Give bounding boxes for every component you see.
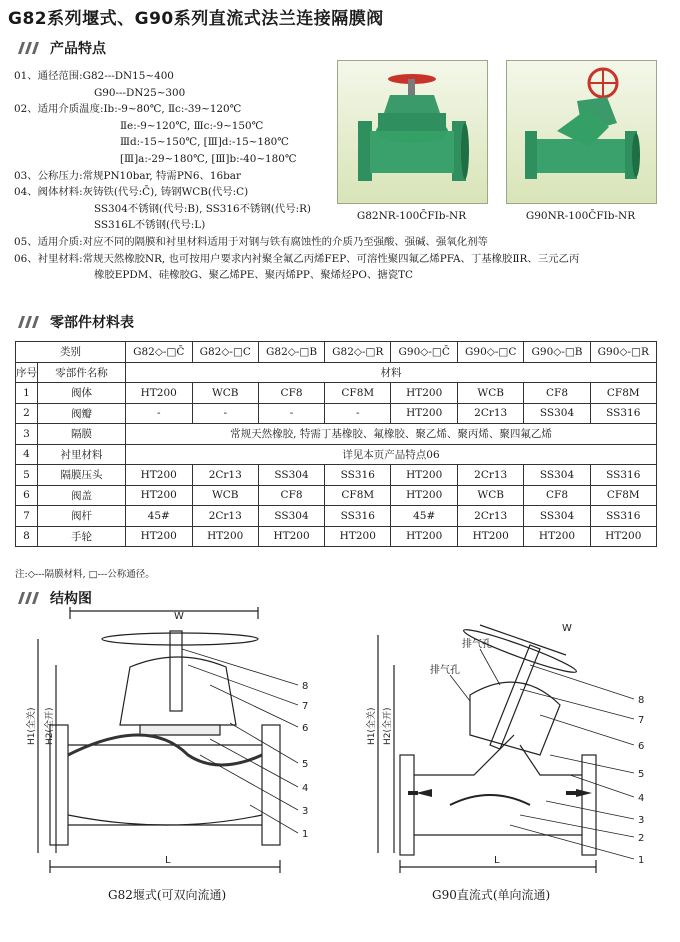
material-cell: 45# [126,506,193,527]
material-cell: WCB [457,485,524,506]
feature-line: 04、阀体材料:灰铸铁(代号:C̄), 铸钢WCB(代号:C) [14,186,249,199]
feature-line: [Ⅲ]a:-29~180℃, [Ⅲ]b:-40~180℃ [120,152,297,165]
row-number: 2 [16,403,38,424]
table-subheader-row [16,362,657,383]
callout-label: 5 [638,769,645,780]
material-cell: HT200 [126,526,193,547]
row-number: 1 [16,383,38,404]
material-cell: HT200 [391,403,458,424]
parts-material-table [15,341,657,547]
column-header: G90◇-□C [457,342,524,363]
material-cell: HT200 [391,526,458,547]
callout-label: 4 [302,783,309,794]
row-number: 5 [16,465,38,486]
dim-h1-label: H1(全关) [27,707,37,745]
table-row [16,403,657,424]
header-part-name: 零部件名称 [38,362,126,383]
header-no: 序号 [16,362,38,383]
diagram-caption-g90: G90直流式(单向流通) [432,888,551,902]
feature-line: 01、通径范围:G82---DN15~400 [14,70,174,82]
material-cell: CF8M [325,485,391,506]
diagram-g90 [367,605,670,880]
material-cell: HT200 [391,485,458,506]
material-cell: HT200 [192,526,259,547]
dim-w-label: W [562,623,572,634]
table-note: 注:◇---隔膜材料, □---公称通径。 [15,569,155,580]
material-cell: 2Cr13 [192,465,259,486]
callout-label: 3 [638,815,645,826]
column-header: G82◇-□B [259,342,325,363]
material-cell: SS316 [590,465,656,486]
feature-line: G90---DN25~300 [94,86,186,99]
material-cell: SS304 [259,465,325,486]
material-cell: HT200 [126,465,193,486]
material-cell: SS304 [524,506,590,527]
material-cell: 2Cr13 [457,506,524,527]
material-cell: CF8 [524,383,590,404]
part-name: 隔膜 [38,424,126,445]
material-cell: WCB [192,383,259,404]
material-span-cell: 常规天然橡胶, 特需丁基橡胶、氟橡胶、聚乙烯、聚丙烯、聚四氟乙烯 [126,424,657,445]
valve-g82-photo-icon [338,61,487,203]
photo-caption-g90: G90NR-100C̄FIb-NR [525,210,636,222]
photo-caption-g82: G82NR-100C̄FIb-NR [356,210,467,222]
header-category: 类别 [16,342,126,363]
material-cell: SS316 [590,403,656,424]
material-cell: - [325,403,391,424]
material-cell: HT200 [590,526,656,547]
diagram-caption-g82: G82堰式(可双向流通) [108,888,227,902]
material-cell: HT200 [391,465,458,486]
table-row [16,383,657,404]
material-cell: CF8M [325,383,391,404]
product-photo-g90 [506,60,657,204]
part-name: 手轮 [38,526,126,547]
section-heading-parts: 零部件材料表 [18,312,134,332]
feature-line: 橡胶EPDM、硅橡胶G、聚乙烯PE、聚丙烯PP、聚烯烃PO、搪瓷TC [94,269,413,282]
material-cell: HT200 [457,526,524,547]
column-header: G82◇-□R [325,342,391,363]
part-name: 阀杆 [38,506,126,527]
feature-line: 06、衬里材料:常规天然橡胶NR, 也可按用户要求内衬聚全氟乙丙烯FEP、可溶性聚四氟乙烯PFA、丁基橡胶ⅡR、三元乙丙 [14,252,580,265]
row-number: 3 [16,424,38,445]
header-material: 材料 [126,362,657,383]
table-row [16,444,657,465]
callout-label: 4 [638,793,645,804]
part-name: 衬里材料 [38,444,126,465]
callout-label: 7 [302,701,309,712]
valve-g90-photo-icon [507,61,656,203]
material-cell: HT200 [259,526,325,547]
callout-label: 8 [638,695,645,706]
column-header: G90◇-□B [524,342,590,363]
callout-label: 3 [302,806,309,817]
row-number: 6 [16,485,38,506]
vent-hole-label: 排气孔 [462,639,492,650]
material-cell: HT200 [126,485,193,506]
feature-line: SS316L不锈钢(代号:L) [94,219,206,232]
feature-line: Ⅱe:-9~120℃, Ⅲc:-9~150℃ [120,119,264,132]
dim-h1-label: H1(全关) [367,707,377,745]
material-cell: 2Cr13 [192,506,259,527]
part-name: 阀体 [38,383,126,404]
dim-l-label: L [494,855,500,866]
material-cell: WCB [457,383,524,404]
part-name: 阀盖 [38,485,126,506]
material-cell: 45# [391,506,458,527]
callout-label: 8 [302,681,309,692]
part-name: 阀瓣 [38,403,126,424]
material-cell: SS304 [524,465,590,486]
row-number: 7 [16,506,38,527]
row-number: 4 [16,444,38,465]
callout-label: 1 [638,855,645,866]
table-row [16,485,657,506]
callout-label: 6 [638,741,645,752]
material-cell: SS304 [524,403,590,424]
feature-line: SS304不锈钢(代号:B), SS316不锈钢(代号:R) [94,202,311,215]
feature-line: 03、公称压力:常规PN10bar, 特需PN6、16bar [14,169,241,182]
column-header: G82◇-□C [192,342,259,363]
material-cell: WCB [192,485,259,506]
material-cell: - [259,403,325,424]
material-cell: SS316 [325,506,391,527]
dim-l-label: L [165,855,171,866]
callout-label: 7 [638,715,645,726]
material-cell: HT200 [325,526,391,547]
section-marker-icon [18,316,40,328]
material-cell: HT200 [391,383,458,404]
diagram-g82 [27,605,330,880]
material-cell: CF8 [259,383,325,404]
feature-line: 05、适用介质:对应不同的隔膜和衬里材料适用于对钢与铁有腐蚀性的介质乃至强酸、强碱、强氧化剂等 [14,235,488,248]
section-heading-features: 产品特点 [18,38,106,58]
material-cell: HT200 [126,383,193,404]
dim-w-label: W [174,611,184,622]
dim-h2-label: H2(全开) [45,707,55,745]
material-cell: CF8M [590,485,656,506]
material-cell: CF8 [259,485,325,506]
material-cell: 2Cr13 [457,465,524,486]
material-span-cell: 详见本页产品特点06 [126,444,657,465]
callout-label: 6 [302,723,309,734]
callout-label: 1 [302,829,309,840]
product-photo-g82 [337,60,488,204]
callout-label: 2 [638,833,645,844]
material-cell: - [192,403,259,424]
column-header: G90◇-□R [590,342,656,363]
vent-hole-label: 排气孔 [430,665,460,676]
material-cell: - [126,403,193,424]
dim-h2-label: H2(全开) [383,707,393,745]
material-cell: SS316 [325,465,391,486]
table-row [16,465,657,486]
material-cell: 2Cr13 [457,403,524,424]
material-cell: SS304 [259,506,325,527]
table-header-row [16,342,657,363]
material-cell: CF8 [524,485,590,506]
column-header: G82◇-□C̄ [126,342,193,363]
feature-line: Ⅲd:-15~150℃, [Ⅲ]d:-15~180℃ [120,136,289,149]
section-marker-icon [18,42,40,54]
material-cell: SS316 [590,506,656,527]
callout-label: 5 [302,759,309,770]
section-marker-icon [18,592,40,604]
feature-line: 02、适用介质温度:Ⅰb:-9~80℃, Ⅱc:-39~120℃ [14,103,242,116]
table-row [16,526,657,547]
material-cell: CF8M [590,383,656,404]
row-number: 8 [16,526,38,547]
table-row [16,506,657,527]
page-title: G82系列堰式、G90系列直流式法兰连接隔膜阀 [8,9,384,29]
material-cell: HT200 [524,526,590,547]
part-name: 隔膜压头 [38,465,126,486]
table-row [16,424,657,445]
column-header: G90◇-□C̄ [391,342,458,363]
section-heading-structure: 结构图 [18,588,92,608]
